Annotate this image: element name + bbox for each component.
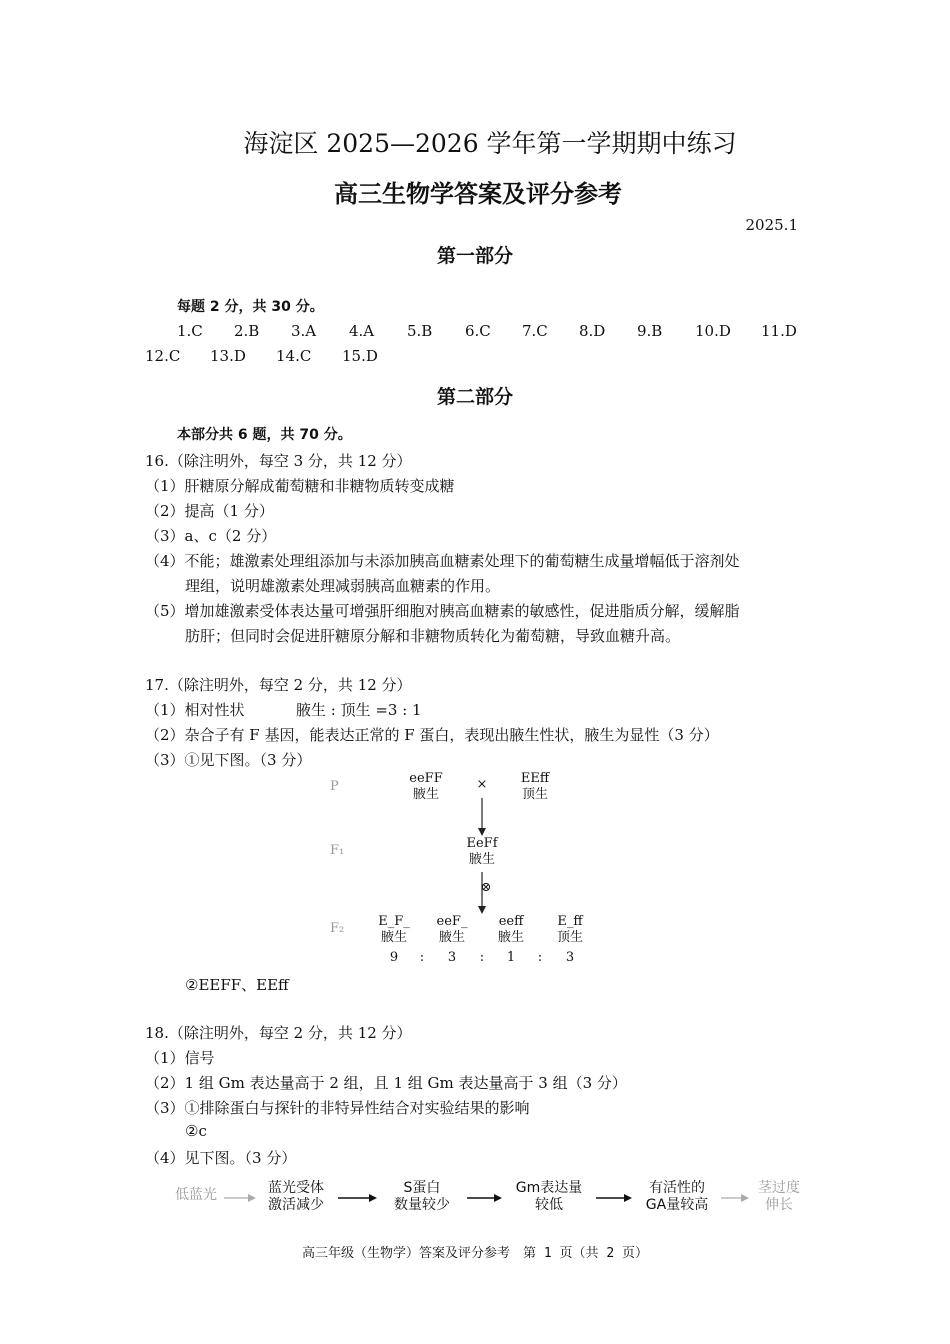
answer-14: 14.C [276, 347, 312, 365]
q18-answer-1: （1）信号 [145, 1049, 215, 1067]
p-left-phenotype: 腋生 [412, 787, 439, 802]
generation-label-p: P [330, 779, 339, 794]
ratio-colon-1: : [419, 950, 425, 965]
q16-answer-5-line2: 肪肝；但同时会促进肝糖原分解和非糖物质转化为葡萄糖，导致血糖升高。 [185, 627, 681, 645]
q17-answer-1-right: 腋生 : 顶生 =3 : 1 [296, 701, 422, 719]
answer-10: 10.D [695, 322, 731, 340]
answer-4: 4.A [349, 322, 375, 340]
answer-3: 3.A [291, 322, 317, 340]
q16-answer-4-line2: 理组，说明雄激素处理减弱胰高血糖素的作用。 [185, 577, 501, 595]
flow-step-1-line1: 蓝光受体 [268, 1180, 324, 1196]
f2-genotype-1: E_F_ [378, 914, 410, 929]
q17-answer-1-left: （1）相对性状 [145, 701, 245, 719]
flow-step-2-line2: 数量较少 [394, 1197, 450, 1213]
flow-step-2-line1: S蛋白 [403, 1180, 441, 1196]
part1-heading: 第一部分 [436, 245, 513, 267]
flow-step-4-line2: GA量较高 [645, 1197, 709, 1213]
ratio-colon-3: : [537, 950, 543, 965]
f2-genotype-4: E_ff [557, 914, 583, 929]
f2-ratio-3: 1 [506, 950, 516, 965]
f2-genotype-3: eeff [498, 914, 524, 929]
q16-answer-2: （2）提高（1 分） [145, 502, 274, 520]
q18-answer-2: （2）1 组 Gm 表达量高于 2 组，且 1 组 Gm 表达量高于 3 组（3 分） [145, 1074, 627, 1092]
q16-answer-5-line1: （5）增加雄激素受体表达量可增强肝细胞对胰高血糖素的敏感性，促进脂质分解，缓解脂 [145, 602, 740, 620]
part2-heading: 第二部分 [436, 386, 513, 408]
page-footer: 高三年级（生物学）答案及评分参考 第 1 页（共 2 页） [302, 1246, 648, 1261]
flow-step-4-line1: 有活性的 [649, 1180, 705, 1196]
f1-phenotype: 腋生 [468, 852, 495, 867]
q18-answer-4: （4）见下图。（3 分） [145, 1149, 297, 1167]
answer-8: 8.D [579, 322, 606, 340]
flow-step-3-line1: Gm表达量 [515, 1180, 583, 1196]
f2-phenotype-4: 顶生 [556, 930, 583, 945]
flow-start: 低蓝光 [175, 1187, 217, 1203]
q17-heading: 17.（除注明外，每空 2 分，共 12 分） [145, 676, 412, 694]
q17-answer-2: （2）杂合子有 F 基因，能表达正常的 F 蛋白，表现出腋生性状，腋生为显性（3 分） [145, 726, 719, 744]
flow-arrows [0, 1188, 950, 1208]
f2-genotype-2: eeF_ [436, 914, 468, 929]
cross-symbol: × [476, 777, 488, 792]
answer-13: 13.D [210, 347, 246, 365]
q18-answer-3-2: ②c [185, 1122, 207, 1140]
q16-answer-4-line1: （4）不能；雄激素处理组添加与未添加胰高血糖素处理下的葡萄糖生成量增幅低于溶剂处 [145, 552, 740, 570]
f2-phenotype-2: 腋生 [438, 930, 465, 945]
document-date: 2025.1 [745, 216, 798, 234]
answer-15: 15.D [342, 347, 378, 365]
q16-answer-1: （1）肝糖原分解成葡萄糖和非糖物质转变成糖 [145, 477, 455, 495]
q17-answer-3: （3）①见下图。（3 分） [145, 751, 312, 769]
ratio-colon-2: : [479, 950, 485, 965]
f2-phenotype-3: 腋生 [497, 930, 524, 945]
answer-9: 9.B [637, 322, 663, 340]
p-right-genotype: EEff [520, 771, 550, 786]
q18-answer-3-1: （3）①排除蛋白与探针的非特异性结合对实验结果的影响 [145, 1099, 530, 1117]
q16-answer-3: （3）a、c（2 分） [145, 527, 277, 545]
p-left-genotype: eeFF [409, 771, 443, 786]
part2-scoring-note: 本部分共 6 题，共 70 分。 [177, 427, 352, 443]
answer-5: 5.B [407, 322, 433, 340]
generation-label-f2: F₂ [330, 921, 345, 936]
document-title: 海淀区 2025—2026 学年第一学期期中练习 [243, 129, 737, 158]
answer-11: 11.D [761, 322, 797, 340]
f1-genotype: EeFf [466, 836, 498, 851]
part1-scoring-note: 每题 2 分，共 30 分。 [177, 299, 324, 315]
q17-answer-3-2: ②EEFF、EEff [185, 976, 289, 994]
f2-phenotype-1: 腋生 [380, 930, 407, 945]
selfing-symbol: ⊗ [480, 880, 492, 895]
q16-heading: 16.（除注明外，每空 3 分，共 12 分） [145, 452, 412, 470]
flow-end-line1: 茎过度 [758, 1180, 800, 1196]
p-right-phenotype: 顶生 [521, 787, 548, 802]
f2-ratio-4: 3 [565, 950, 575, 965]
answer-12: 12.C [145, 347, 181, 365]
answer-1: 1.C [177, 322, 203, 340]
flow-step-1-line2: 激活减少 [268, 1197, 324, 1213]
document-subtitle: 高三生物学答案及评分参考 [334, 180, 622, 208]
answer-6: 6.C [465, 322, 491, 340]
flow-step-3-line2: 较低 [535, 1197, 563, 1213]
f2-ratio-1: 9 [389, 950, 399, 965]
flow-end-line2: 伸长 [765, 1197, 793, 1213]
answer-2: 2.B [234, 322, 260, 340]
f2-ratio-2: 3 [447, 950, 457, 965]
answer-7: 7.C [522, 322, 548, 340]
generation-label-f1: F₁ [330, 843, 345, 858]
q18-heading: 18.（除注明外，每空 2 分，共 12 分） [145, 1024, 412, 1042]
